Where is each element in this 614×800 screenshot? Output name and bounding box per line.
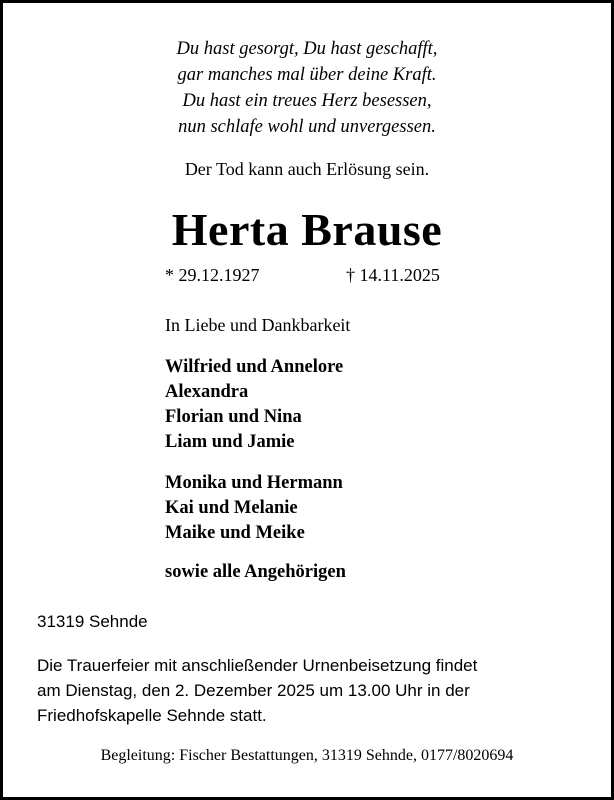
family-member: Florian und Nina: [165, 407, 302, 427]
family-member: Wilfried und Annelore: [165, 357, 344, 377]
dedication: In Liebe und Dankbarkeit: [165, 315, 351, 335]
family-member: Liam und Jamie: [165, 432, 295, 452]
family-member: Kai und Melanie: [165, 498, 298, 518]
birth-date: * 29.12.1927: [165, 265, 260, 285]
poem-line: Du hast gesorgt, Du hast geschafft,: [176, 39, 438, 59]
service-info: [37, 653, 477, 728]
family-member: Monika und Hermann: [165, 473, 343, 493]
family-group-1: [165, 355, 343, 455]
poem-line: gar manches mal über deine Kraft.: [177, 65, 437, 85]
family-member: Alexandra: [165, 382, 249, 402]
motto: Der Tod kann auch Erlösung sein.: [184, 159, 430, 179]
poem-line: Du hast ein treues Herz besessen,: [182, 91, 432, 111]
funeral-home-footer: Begleitung: Fischer Bestattungen, 31319 Sehnde, 0177/8020694: [100, 747, 514, 764]
service-line: Friedhofskapelle Sehnde statt.: [37, 706, 267, 725]
relatives-line: sowie alle Angehörigen: [165, 562, 346, 582]
service-line: am Dienstag, den 2. Dezember 2025 um 13.00 Uhr in der: [37, 681, 470, 700]
family-member: Maike und Meike: [165, 523, 305, 543]
service-line: Die Trauerfeier mit anschließender Urnenbeisetzung findet: [37, 656, 478, 675]
death-date: † 14.11.2025: [346, 265, 440, 285]
location: 31319 Sehnde: [37, 612, 148, 631]
deceased-name: Herta Brause: [171, 204, 443, 255]
poem: [3, 36, 611, 140]
poem-line: nun schlafe wohl und unvergessen.: [178, 117, 436, 137]
family-group-2: [165, 471, 343, 546]
